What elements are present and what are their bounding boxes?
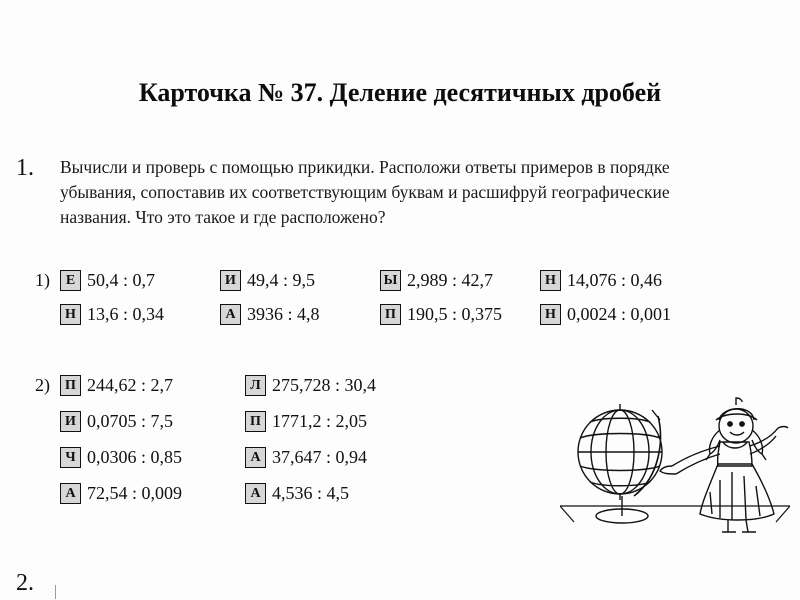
letter-box: И [220,270,241,291]
expression: 275,728 : 30,4 [272,375,377,395]
expression: 244,62 : 2,7 [87,375,174,395]
letter-box: Н [60,304,81,325]
expression: 13,6 : 0,34 [87,304,165,324]
exercise-item[interactable] [60,411,245,432]
expression: 49,4 : 9,5 [247,270,316,290]
task-prompt: Вычисли и проверь с помощью прикидки. Расположи ответы примеров в порядке убывания, сопоставив их соответствующим буквам и расшифруй географические названия. Что это такое и где расположено? [60,157,670,227]
exercise-item[interactable] [60,483,245,504]
expression: 0,0705 : 7,5 [87,411,174,431]
exercise-group-1 [60,270,760,338]
exercise-item[interactable] [540,270,700,291]
exercise-item[interactable] [245,483,430,504]
expression: 190,5 : 0,375 [407,304,503,324]
exercise-group-2 [60,375,530,519]
letter-box: Н [540,270,561,291]
letter-box: П [60,375,81,396]
expression: 4,536 : 4,5 [272,483,350,503]
expression: 0,0306 : 0,85 [87,447,183,467]
exercise-item[interactable] [245,447,430,468]
exercise-row [60,304,760,325]
letter-box: П [380,304,401,325]
expression: 14,076 : 0,46 [567,270,663,290]
expression: 2,989 : 42,7 [407,270,494,290]
expression: 0,0024 : 0,001 [567,304,672,324]
next-task-number: 2. [16,570,34,596]
exercise-row [60,411,530,432]
exercise-item[interactable] [380,304,540,325]
expression: 37,647 : 0,94 [272,447,368,467]
exercise-row [60,447,530,468]
exercise-item[interactable] [245,375,430,396]
exercise-item[interactable] [60,270,220,291]
letter-box: И [60,411,81,432]
letter-box: А [245,447,266,468]
exercise-item[interactable] [60,375,245,396]
letter-box: Е [60,270,81,291]
expression: 3936 : 4,8 [247,304,320,324]
letter-box: Ч [60,447,81,468]
expression: 72,54 : 0,009 [87,483,183,503]
letter-box: А [220,304,241,325]
exercise-item[interactable] [245,411,430,432]
group-2-label: 2) [35,375,50,395]
letter-box: П [245,411,266,432]
girl-with-globe-illustration [560,380,790,555]
page-divider [55,585,56,599]
expression: 1771,2 : 2,05 [272,411,368,431]
page-title: Карточка № 37. Деление десятичных дробей [138,78,662,107]
exercise-row [60,270,760,291]
letter-box: Ы [380,270,401,291]
exercise-item[interactable] [60,447,245,468]
letter-box: А [60,483,81,504]
letter-box: Н [540,304,561,325]
group-1-label: 1) [35,270,50,290]
expression: 50,4 : 0,7 [87,270,156,290]
exercise-item[interactable] [60,304,220,325]
letter-box: А [245,483,266,504]
exercise-item[interactable] [220,304,380,325]
exercise-item[interactable] [540,304,700,325]
exercise-row [60,375,530,396]
exercise-row [60,483,530,504]
exercise-item[interactable] [220,270,380,291]
task-number: 1. [16,155,34,181]
exercise-item[interactable] [380,270,540,291]
letter-box: Л [245,375,266,396]
